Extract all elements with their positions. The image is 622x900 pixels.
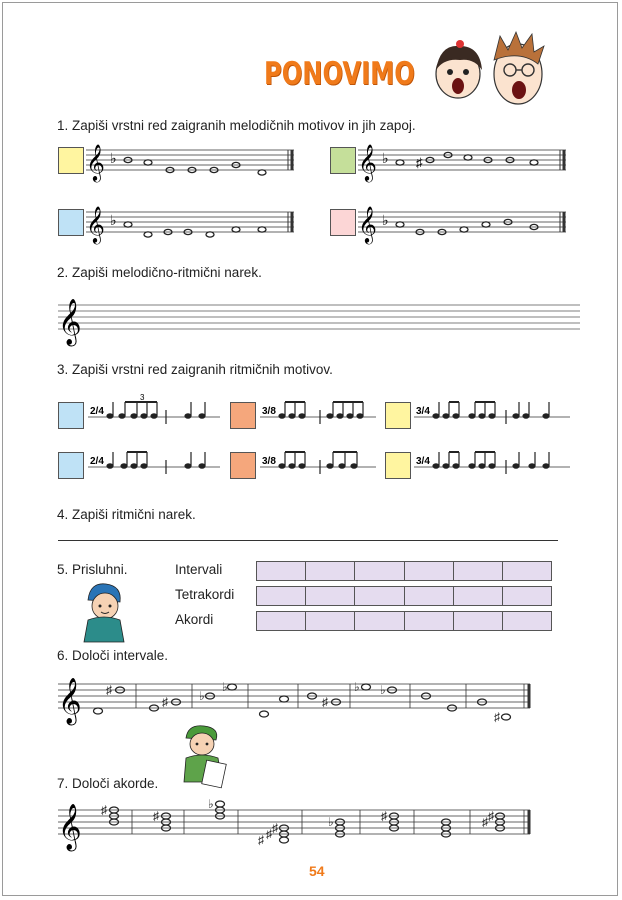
writing-boy-illustration — [178, 722, 232, 788]
rhythm-box-blue-1[interactable] — [58, 402, 84, 429]
treble-clef-icon: 𝄞 — [358, 144, 377, 180]
grid-cell[interactable] — [306, 562, 355, 580]
flat-icon: ♭ — [380, 683, 386, 697]
listen-label-intervals: Intervali — [175, 562, 223, 577]
meter-label: 3/4 — [416, 406, 430, 417]
flat-icon: ♭ — [110, 150, 117, 166]
grid-cell[interactable] — [257, 612, 306, 630]
flat-icon: ♭ — [382, 150, 389, 166]
grid-cell[interactable] — [257, 562, 306, 580]
intervals-staff — [58, 672, 534, 722]
treble-clef-icon: 𝄞 — [86, 206, 105, 242]
treble-clef-icon: 𝄞 — [358, 206, 377, 242]
sharp-icon: ♯ — [258, 833, 264, 847]
melodic-motif-4-staff — [358, 204, 568, 244]
grid-cell[interactable] — [355, 612, 404, 630]
sharp-icon: ♯ — [381, 809, 387, 823]
meter-label: 3/4 — [416, 456, 430, 467]
treble-clef-icon: 𝄞 — [58, 300, 82, 344]
listen-grid-intervals[interactable] — [256, 561, 552, 581]
grid-cell[interactable] — [454, 562, 503, 580]
singing-kids-illustration — [430, 30, 550, 108]
task-2-heading: 2. Zapiši melodično-ritmični narek. — [57, 265, 262, 280]
task-5-heading: 5. Prisluhni. — [57, 562, 128, 577]
grid-cell[interactable] — [405, 587, 454, 605]
rhythm-box-blue-2[interactable] — [58, 452, 84, 479]
sharp-icon: ♯ — [494, 710, 500, 724]
listen-grid-tetrachords[interactable] — [256, 586, 552, 606]
rhythm-motif-2 — [260, 392, 378, 432]
grid-cell[interactable] — [306, 612, 355, 630]
sharp-icon: ♯ — [153, 809, 159, 823]
listen-label-tetrachords: Tetrakordi — [175, 587, 235, 602]
grid-cell[interactable] — [454, 612, 503, 630]
grid-cell[interactable] — [503, 562, 551, 580]
flat-icon: ♭ — [354, 680, 360, 694]
treble-clef-icon: 𝄞 — [58, 805, 82, 849]
listen-label-chords: Akordi — [175, 612, 214, 627]
flat-icon: ♭ — [208, 797, 214, 811]
task-7-heading: 7. Določi akorde. — [57, 776, 159, 791]
grid-cell[interactable] — [405, 562, 454, 580]
grid-cell[interactable] — [503, 612, 551, 630]
dictation-staff — [58, 295, 582, 345]
task-6-heading: 6. Določi intervale. — [57, 648, 169, 663]
meter-label: 2/4 — [90, 406, 104, 417]
rhythm-box-yellow-2[interactable] — [385, 452, 411, 479]
sharp-icon: ♯ — [272, 821, 278, 835]
grid-cell[interactable] — [405, 612, 454, 630]
chords-staff — [58, 798, 534, 848]
rhythm-motif-3 — [414, 392, 572, 432]
grid-cell[interactable] — [355, 562, 404, 580]
meter-label: 2/4 — [90, 456, 104, 467]
page-title: PONOVIMO — [264, 56, 415, 92]
rhythm-box-yellow-1[interactable] — [385, 402, 411, 429]
grid-cell[interactable] — [306, 587, 355, 605]
rhythm-motif-6 — [414, 442, 572, 482]
tuplet-label: 3 — [140, 393, 145, 402]
rhythm-motif-5 — [260, 442, 378, 482]
flat-icon: ♭ — [328, 815, 334, 829]
grid-cell[interactable] — [257, 587, 306, 605]
sharp-icon: ♯ — [106, 683, 112, 697]
treble-clef-icon: 𝄞 — [86, 143, 105, 181]
sharp-icon: ♯ — [101, 803, 107, 817]
task-4-heading: 4. Zapiši ritmični narek. — [57, 507, 196, 522]
task-1-heading: 1. Zapiši vrstni red zaigranih melodičnih motivov in jih zapoj. — [57, 118, 416, 133]
page-number: 54 — [309, 863, 325, 879]
meter-label: 3/8 — [262, 456, 276, 467]
listening-boy-illustration — [78, 580, 130, 642]
sharp-icon: ♯ — [482, 815, 488, 829]
melodic-motif-3-staff — [86, 204, 296, 244]
answer-box-yellow[interactable] — [58, 147, 84, 174]
melodic-motif-2-staff — [358, 142, 568, 182]
rhythm-box-orange-1[interactable] — [230, 402, 256, 429]
rhythm-motif-4 — [88, 442, 223, 482]
sharp-icon: ♯ — [162, 695, 168, 709]
flat-icon: ♭ — [199, 689, 205, 703]
flat-icon: ♭ — [222, 680, 228, 694]
task-3-heading: 3. Zapiši vrstni red zaigranih ritmičnih motivov. — [57, 362, 333, 377]
grid-cell[interactable] — [355, 587, 404, 605]
flat-icon: ♭ — [382, 212, 389, 228]
listen-grid-chords[interactable] — [256, 611, 552, 631]
meter-label: 3/8 — [262, 406, 276, 417]
treble-clef-icon: 𝄞 — [58, 679, 82, 723]
flat-icon: ♭ — [110, 212, 117, 228]
answer-box-green[interactable] — [330, 147, 356, 174]
answer-box-blue[interactable] — [58, 209, 84, 236]
sharp-icon: ♯ — [488, 809, 494, 823]
rhythm-box-orange-2[interactable] — [230, 452, 256, 479]
sharp-icon: ♯ — [322, 695, 328, 709]
sharp-icon: ♯ — [416, 155, 423, 170]
sharp-icon: ♯ — [266, 827, 272, 841]
grid-cell[interactable] — [503, 587, 551, 605]
rhythm-dictation-line — [58, 540, 558, 541]
grid-cell[interactable] — [454, 587, 503, 605]
answer-box-pink[interactable] — [330, 209, 356, 236]
rhythm-motif-1 — [88, 392, 223, 432]
melodic-motif-1-staff — [86, 142, 296, 182]
